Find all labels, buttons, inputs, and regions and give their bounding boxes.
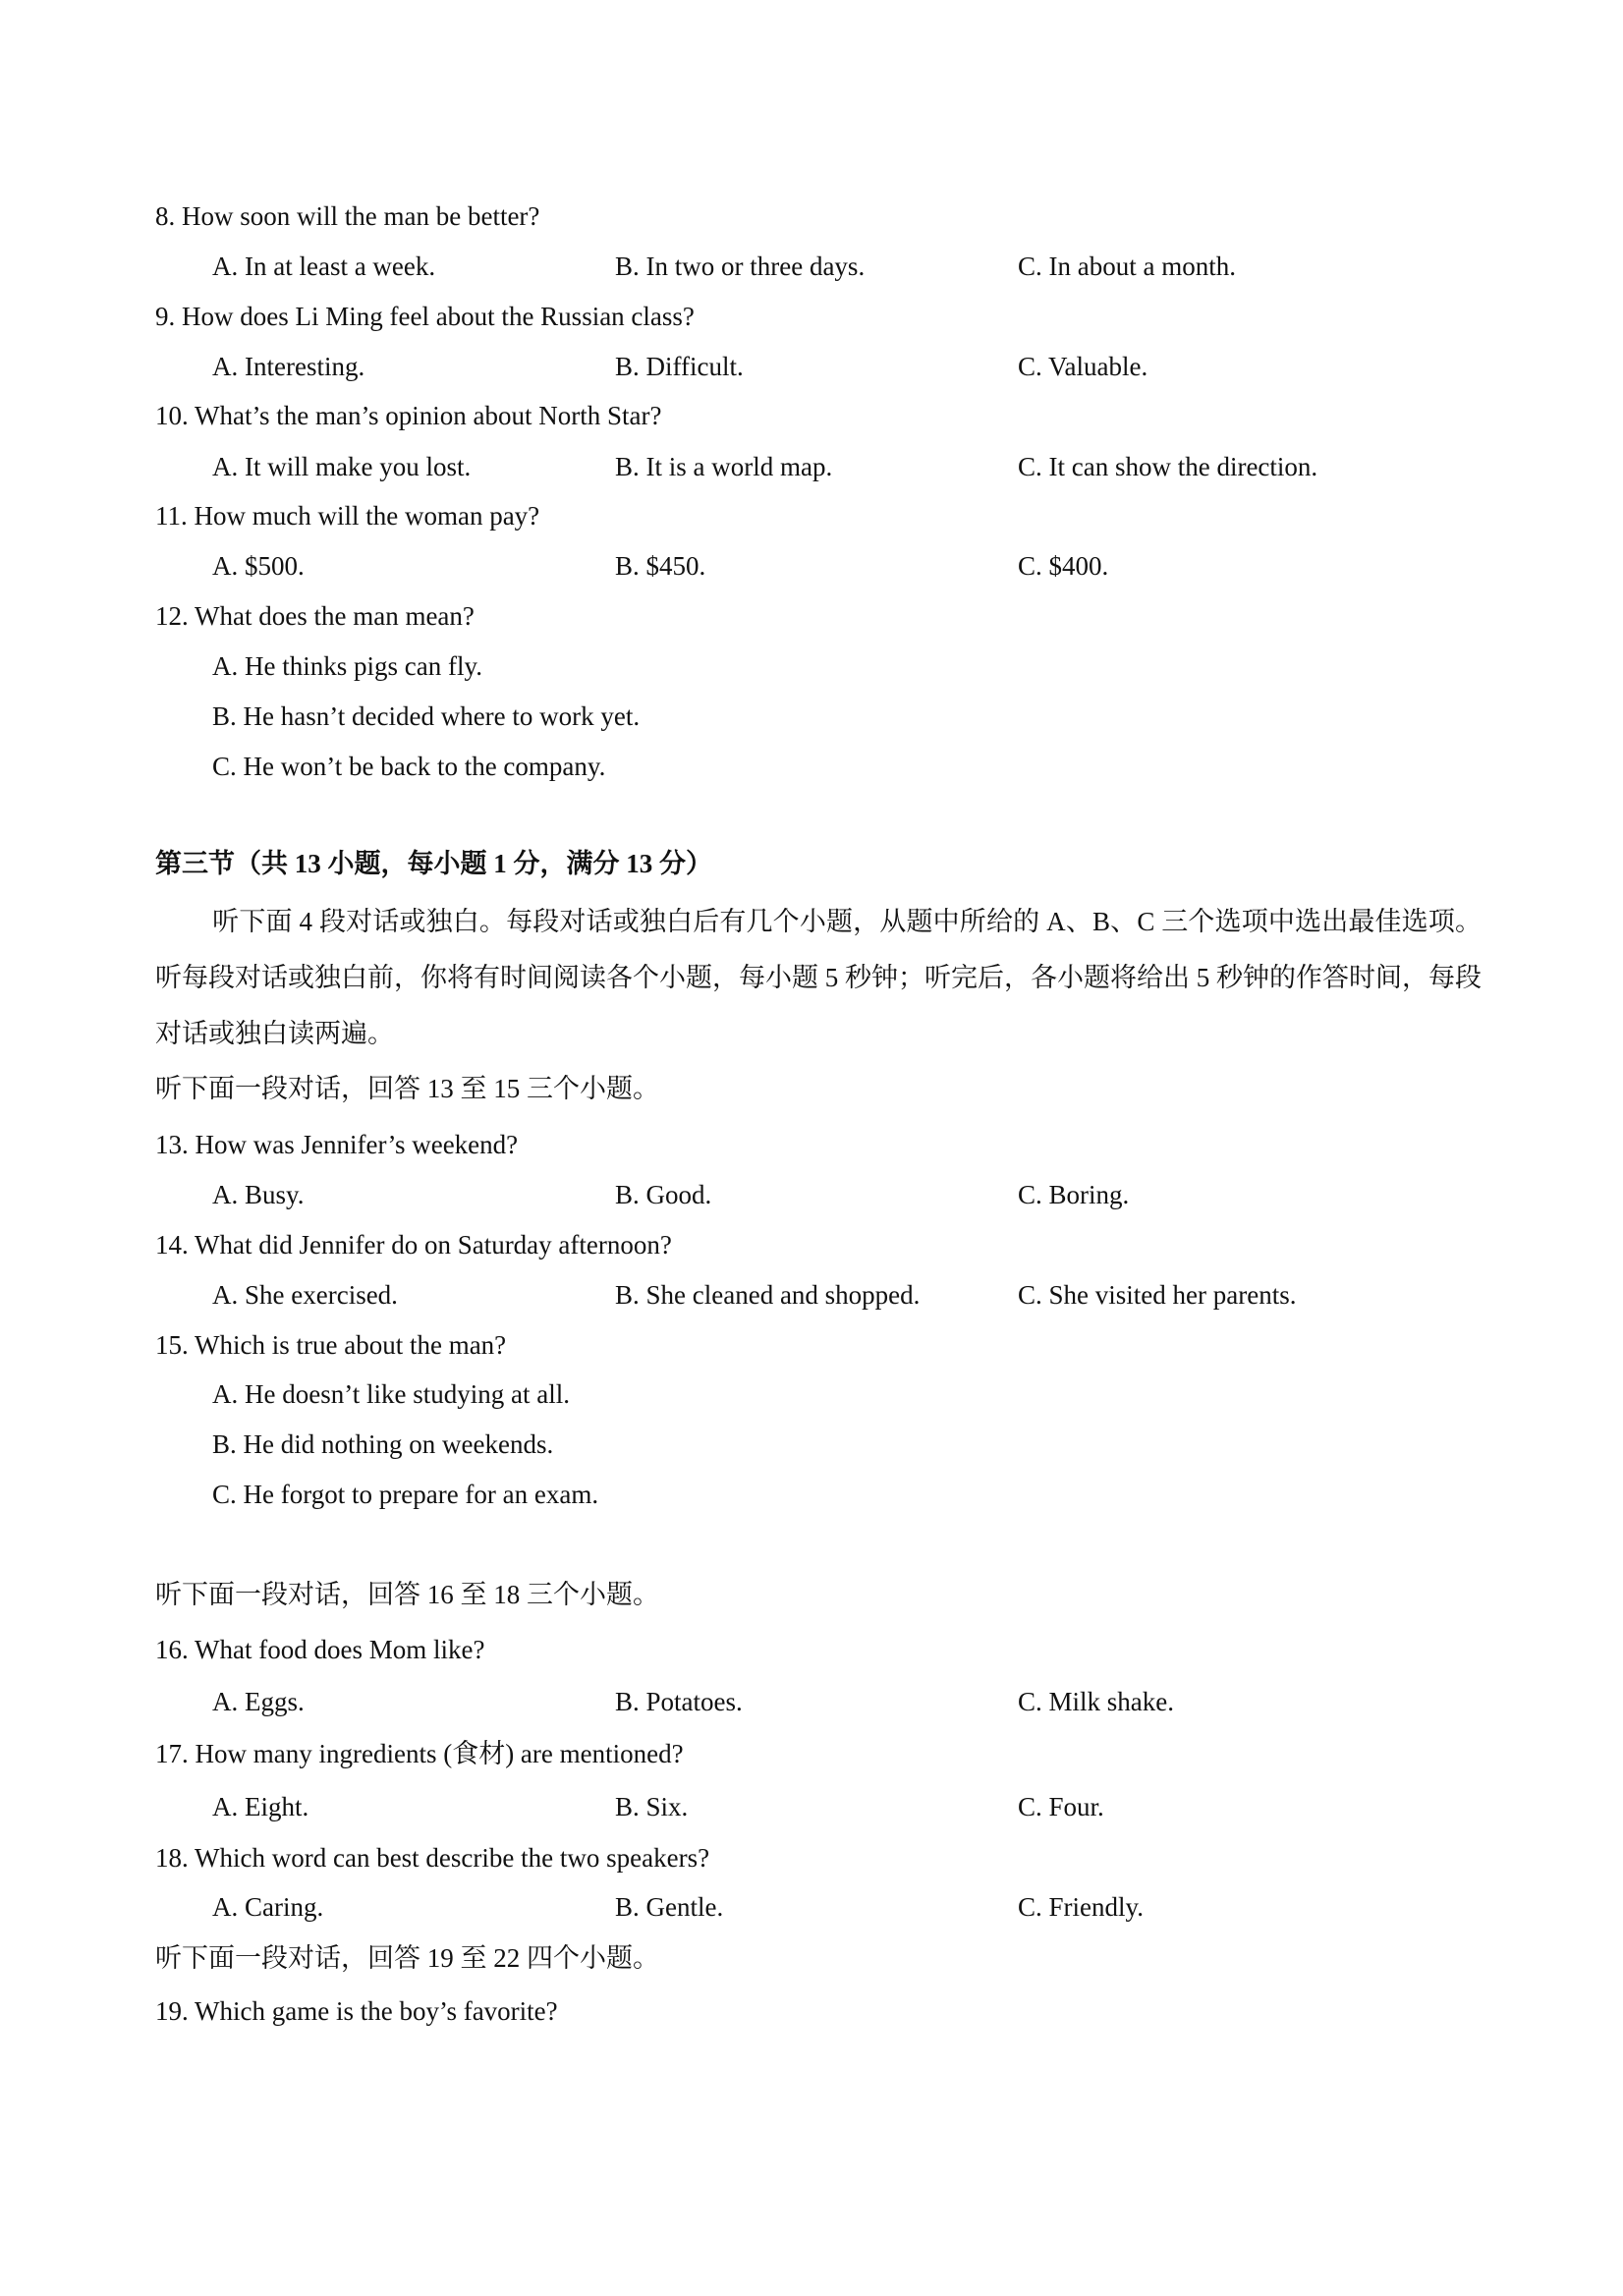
option-11a: A. $500.	[212, 551, 305, 581]
question-18: 18. Which word can best describe the two speakers?	[155, 1843, 710, 1873]
option-10c: C. It can show the direction.	[1018, 452, 1318, 481]
option-9b: B. Difficult.	[615, 352, 744, 381]
question-8: 8. How soon will the man be better?	[155, 201, 540, 231]
question-15: 15. Which is true about the man?	[155, 1330, 507, 1360]
option-16b: B. Potatoes.	[615, 1687, 743, 1716]
option-14c: C. She visited her parents.	[1018, 1280, 1297, 1310]
option-9a: A. Interesting.	[212, 352, 365, 381]
instructions-text: 听下面 4 段对话或独白。每段对话或独白后有几个小题，从题中所给的 A、B、C 三个选项中选出最佳选项。听每段对话或独白前，你将有时间阅读各个小题，每小题 5 秒钟；听完后，各小题将给出 5 秒钟的作答时间，每段对话或独白读两遍。	[155, 907, 1482, 1048]
dialogue-3-intro: 听下面一段对话，回答 19 至 22 四个小题。	[155, 1943, 659, 1973]
section-3-instructions	[155, 894, 1482, 1062]
question-10: 10. What’s the man’s opinion about North Star?	[155, 401, 662, 430]
question-12: 12. What does the man mean?	[155, 601, 475, 631]
option-18a: A. Caring.	[212, 1892, 324, 1922]
option-9c: C. Valuable.	[1018, 352, 1148, 381]
option-15b: B. He did nothing on weekends.	[212, 1429, 554, 1459]
option-10a: A. It will make you lost.	[212, 452, 472, 481]
option-12c: C. He won’t be back to the company.	[212, 752, 606, 781]
option-12a: A. He thinks pigs can fly.	[212, 651, 482, 681]
option-11b: B. $450.	[615, 551, 706, 581]
option-8a: A. In at least a week.	[212, 252, 436, 281]
option-18b: B. Gentle.	[615, 1892, 724, 1922]
dialogue-2-intro: 听下面一段对话，回答 16 至 18 三个小题。	[155, 1580, 659, 1609]
option-14a: A. She exercised.	[212, 1280, 398, 1310]
option-13b: B. Good.	[615, 1180, 712, 1209]
option-15a: A. He doesn’t like studying at all.	[212, 1379, 570, 1409]
option-17b: B. Six.	[615, 1792, 689, 1821]
option-8c: C. In about a month.	[1018, 252, 1236, 281]
option-12b: B. He hasn’t decided where to work yet.	[212, 701, 641, 731]
option-8b: B. In two or three days.	[615, 252, 866, 281]
option-13c: C. Boring.	[1018, 1180, 1130, 1209]
question-19: 19. Which game is the boy’s favorite?	[155, 1996, 558, 2026]
option-14b: B. She cleaned and shopped.	[615, 1280, 921, 1310]
dialogue-1-intro: 听下面一段对话，回答 13 至 15 三个小题。	[155, 1074, 659, 1103]
option-13a: A. Busy.	[212, 1180, 305, 1209]
option-18c: C. Friendly.	[1018, 1892, 1144, 1922]
option-15c: C. He forgot to prepare for an exam.	[212, 1480, 599, 1509]
question-17: 17. How many ingredients (食材) are mentioned?	[155, 1739, 684, 1768]
option-17a: A. Eight.	[212, 1792, 309, 1821]
question-11: 11. How much will the woman pay?	[155, 501, 540, 531]
section-3-heading: 第三节（共 13 小题，每小题 1 分，满分 13 分）	[155, 849, 712, 878]
option-16c: C. Milk shake.	[1018, 1687, 1174, 1716]
question-13: 13. How was Jennifer’s weekend?	[155, 1130, 519, 1159]
option-16a: A. Eggs.	[212, 1687, 305, 1716]
question-9: 9. How does Li Ming feel about the Russian class?	[155, 302, 695, 331]
question-16: 16. What food does Mom like?	[155, 1635, 485, 1664]
option-10b: B. It is a world map.	[615, 452, 833, 481]
option-11c: C. $400.	[1018, 551, 1109, 581]
question-14: 14. What did Jennifer do on Saturday afternoon?	[155, 1230, 672, 1260]
option-17c: C. Four.	[1018, 1792, 1104, 1821]
